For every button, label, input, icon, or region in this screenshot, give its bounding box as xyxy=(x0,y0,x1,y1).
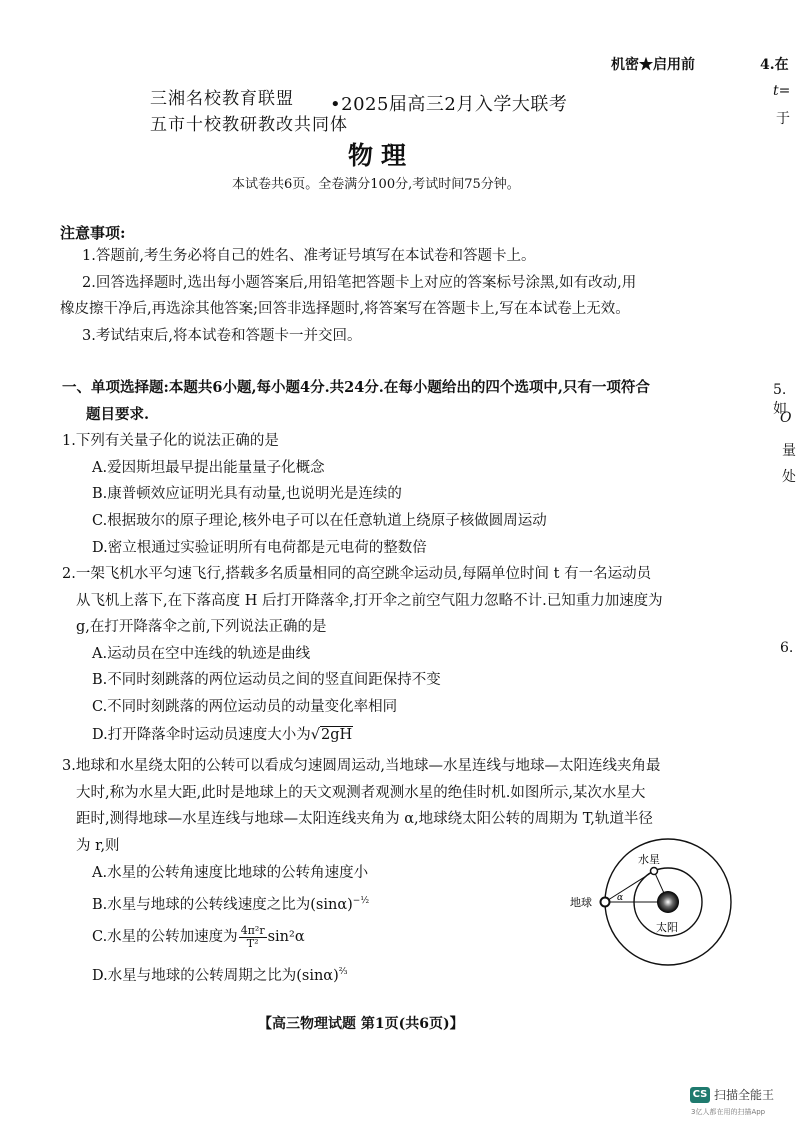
q1-option-a: A.爱因斯坦最早提出能量量子化概念 xyxy=(92,460,325,476)
q2-option-d xyxy=(92,725,353,745)
q2-stem-3: g,在打开降落伞之前,下列说法正确的是 xyxy=(76,619,327,635)
organizer-block xyxy=(150,86,348,138)
q2-option-b: B.不同时刻跳落的两位运动员之间的竖直间距保持不变 xyxy=(92,672,441,688)
edge-fragment: 于 xyxy=(776,111,790,127)
section-heading: 一、单项选择题:本题共6小题,每小题4分.共24分.在每小题给出的四个选项中,只有一项符合 xyxy=(62,379,650,396)
notes-title: 注意事项: xyxy=(60,224,126,242)
camscanner-logo-icon: CS xyxy=(690,1087,710,1103)
q3-option-b-exponent: −½ xyxy=(352,896,370,906)
q3-option-b xyxy=(92,891,369,915)
edge-fragment: 处 xyxy=(782,469,796,485)
q2-stem-2: 从飞机上落下,在下落高度 H 后打开降落伞,打开伞之前空气阻力忽略不计.已知重力加速度为 xyxy=(76,593,663,609)
earth-mercury-line xyxy=(605,871,654,902)
q1-stem: 1.下列有关量子化的说法正确的是 xyxy=(62,433,279,449)
q3-option-d-text: D.水星与地球的公转周期之比为(sinα) xyxy=(92,967,339,984)
alpha-label: α xyxy=(617,893,624,903)
earth-icon xyxy=(601,898,610,907)
exam-title: •2025届高三2月入学大联考 xyxy=(330,94,568,115)
q3-stem-1: 3.地球和水星绕太阳的公转可以看成匀速圆周运动,当地球—水星连线与地球—太阳连线夹角最 xyxy=(62,758,661,774)
edge-fragment: t= xyxy=(773,83,791,99)
fraction-numerator: 4π²r xyxy=(240,923,265,937)
q2-option-a: A.运动员在空中连线的轨迹是曲线 xyxy=(92,646,311,662)
sun-label: 太阳 xyxy=(656,921,678,934)
edge-fragment: O xyxy=(780,410,792,426)
q3-stem-2: 大时,称为水星大距,此时是地球上的天文观测者观测水星的绝佳时机.如图所示,某次水星大 xyxy=(76,785,646,801)
edge-fragment: 量 xyxy=(782,443,796,459)
q1-option-b: B.康普顿效应证明光具有动量,也说明光是连续的 xyxy=(92,486,402,502)
q3-option-d xyxy=(92,962,347,986)
section-heading-cont: 题目要求. xyxy=(86,406,150,423)
subject-title: 物理 xyxy=(348,141,415,170)
q3-option-c-suffix: sin²α xyxy=(267,929,305,945)
scanner-tagline: 3亿人都在用的扫描App xyxy=(691,1108,766,1116)
organizer-line-1: 三湘名校教育联盟 xyxy=(150,89,294,109)
q1-option-c: C.根据玻尔的原子理论,核外电子可以在任意轨道上绕原子核做圆周运动 xyxy=(92,513,547,529)
note-item: 橡皮擦干净后,再选涂其他答案;回答非选择题时,将答案写在答题卡上,写在本试卷上无效。 xyxy=(60,301,630,317)
orbit-diagram xyxy=(560,838,740,988)
q2-option-d-text: D.打开降落伞时运动员速度大小为 xyxy=(92,727,311,743)
q3-option-c-text: C.水星的公转加速度为 xyxy=(92,929,238,945)
fraction-denominator: T² xyxy=(246,936,259,950)
q2-option-d-math: 2gH xyxy=(320,727,353,743)
mercury-icon xyxy=(651,868,658,875)
organizer-line-2: 五市十校教研教改共同体 xyxy=(150,115,348,135)
scanner-name: 扫描全能王 xyxy=(714,1088,775,1102)
edge-fragment: 6. xyxy=(780,640,794,656)
earth-label: 地球 xyxy=(570,896,592,909)
sun-icon xyxy=(657,891,679,913)
sqrt-sign: √ xyxy=(310,727,320,743)
exam-info: 本试卷共6页。全卷满分100分,考试时间75分钟。 xyxy=(232,177,520,192)
q2-stem-1: 2.一架飞机水平匀速飞行,搭载多名质量相同的高空跳伞运动员,每隔单位时间 t 有一名运动员 xyxy=(62,566,652,582)
confidential-mark: 机密★启用前 xyxy=(611,57,695,73)
q3-stem-3: 距时,测得地球—水星连线与地球—太阳连线夹角为 α,地球绕太阳公转的周期为 T,轨道半径 xyxy=(76,811,653,827)
q3-option-a: A.水星的公转角速度比地球的公转角速度小 xyxy=(92,865,369,881)
q3-option-b-text: B.水星与地球的公转线速度之比为(sinα) xyxy=(92,896,353,913)
q1-option-d: D.密立根通过实验证明所有电荷都是元电荷的整数倍 xyxy=(92,540,427,556)
edge-fragment: 5.如 xyxy=(773,382,787,417)
edge-fragment: 4.在 xyxy=(760,57,789,73)
note-item: 1.答题前,考生务必将自己的姓名、准考证号填写在本试卷和答题卡上。 xyxy=(82,248,536,264)
note-item: 3.考试结束后,将本试卷和答题卡一并交回。 xyxy=(82,328,362,344)
scanner-watermark xyxy=(690,1086,774,1103)
q3-option-d-exponent: ⅔ xyxy=(338,967,348,977)
q2-option-c: C.不同时刻跳落的两位运动员的动量变化率相同 xyxy=(92,699,398,715)
q3-stem-4: 为 r,则 xyxy=(76,838,120,854)
q3-option-c-fraction xyxy=(239,925,267,950)
mercury-label: 水星 xyxy=(638,853,660,866)
page-footer: 【高三物理试题 第1页(共6页)】 xyxy=(258,1016,464,1032)
q3-option-c xyxy=(92,924,305,950)
note-item: 2.回答选择题时,选出每小题答案后,用铅笔把答题卡上对应的答案标号涂黑,如有改动,用 xyxy=(82,275,637,291)
